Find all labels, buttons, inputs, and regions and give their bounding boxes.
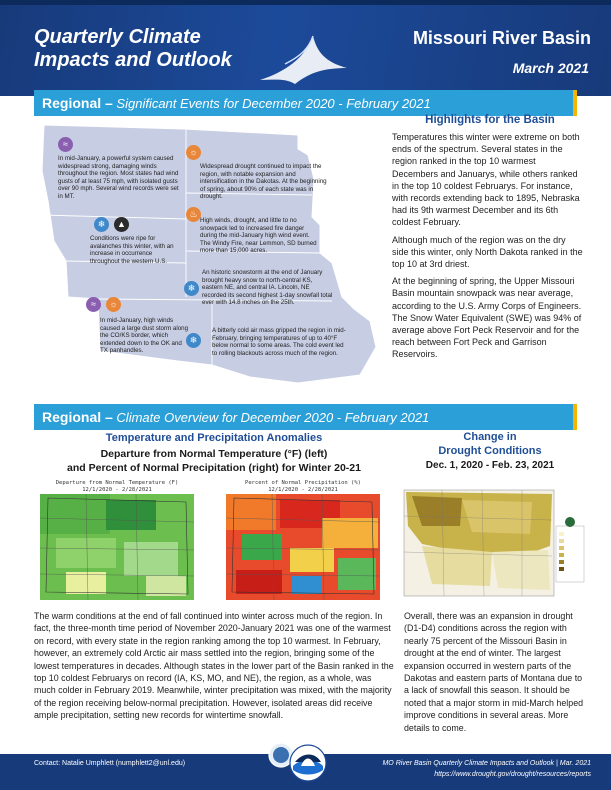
contact-info: Contact: Natalie Umphlett (numphlett2@unl.edu) [34, 760, 186, 767]
section-sublabel: Climate Overview for December 2020 - February 2021 [116, 410, 430, 425]
section-bar-climate-overview [34, 404, 577, 430]
precipitation-map-label-line: 12/1/2020 - 2/28/2021 [268, 487, 338, 493]
dust-icon: ≈ [86, 297, 101, 312]
snowstorm-icon: ❄ [184, 281, 199, 296]
snowflake-icon: ❄ [94, 217, 109, 232]
reports-link[interactable]: https://www.drought.gov/drought/resources/reports [434, 771, 591, 778]
drought-icon: ☼ [186, 145, 201, 160]
drought-date-range: Dec. 1, 2020 - Feb. 23, 2021 [425, 460, 555, 471]
precipitation-map-graphic [222, 478, 384, 602]
avalanche-icon: ▲ [114, 217, 129, 232]
fire-icon: ♨ [186, 207, 201, 222]
section-label: Regional – [42, 95, 113, 111]
temperature-map-label-line: 12/1/2020 - 2/28/2021 [82, 487, 152, 493]
event-note-wind: In mid-January, a powerful system caused widespread strong, damaging winds throughout the region. Most states had wind gusts of at least 75 mph, with isolated gusts over 90 mph. Several wind records were set in MT. [58, 155, 179, 200]
event-note-avalanche: Conditions were ripe for avalanches this winter, with an increase in occurrence throughout the western U.S. [90, 235, 174, 265]
page-header [0, 0, 611, 96]
temperature-anomaly-map [36, 478, 198, 602]
precipitation-map-label [222, 480, 384, 494]
header-stripe [0, 0, 611, 5]
highlights-title: Highlights for the Basin [425, 114, 555, 126]
drought-title [400, 430, 580, 458]
dust-storm-icon: ☼ [106, 297, 121, 312]
drought-paragraph: Overall, there was an expansion in drought (D1-D4) conditions across the region with nearly 75 percent of the Missouri Basin in drought at the end of winter. The largest expansion occurred in western parts of the Dakotas and eastern parts of Montana due to a lack of snowfall this season. It should be noted that a major storm in mid-March helped improve conditions in several areas. More details to come. [404, 611, 584, 733]
highlights-body [392, 131, 584, 366]
noaa-logo-icon [289, 744, 327, 782]
drought-change-map [402, 486, 586, 602]
event-note-dust: In mid-January, high winds caused a large dust storm along the CO/KS border, which extended down to the OK and TX panhandles. [100, 317, 189, 355]
section-label: Regional – [42, 409, 113, 425]
anomalies-subtitle [34, 447, 394, 475]
temperature-map-label-line: Departure from Normal Temperature (F) [55, 480, 179, 486]
section-sublabel: Significant Events for December 2020 - February 2021 [116, 96, 431, 111]
temperature-map-graphic [36, 478, 198, 602]
precipitation-map-label-line: Percent of Normal Precipitation (%) [245, 480, 361, 486]
event-note-drought: Widespread drought continued to impact the region, with notable expansion and intensification in the Dakotas. At the beginning of spring, about 90% of each state was in drought. [200, 163, 327, 201]
publication-info: MO River Basin Quarterly Climate Impacts and Outlook | Mar. 2021 [382, 760, 591, 767]
significant-events-map [36, 121, 384, 393]
drought-title-line: Change in [463, 431, 517, 443]
thermometer-icon: ❄ [186, 333, 201, 348]
highlights-paragraph: At the beginning of spring, the Upper Missouri Basin mountain snowpack was near average, according to the U.S. Army Corps of Engineers. The Snow Water Equivalent (SWE) was 94% of average above Fort Peck Reservoir and for the reach between Fort Peck and Garrison Reservoirs. [392, 276, 582, 360]
newsletter-title: Quarterly Climate Impacts and Outlook [34, 26, 232, 71]
event-note-fire: High winds, drought, and little to no snowpack led to increased fire danger during the mid-January high wind event. The Windy Fire, near Lemmon, SD burned more than 15,000 acres. [200, 217, 317, 255]
climate-overview-paragraph: The warm conditions at the end of fall continued into winter across much of the region. In fact, the three-month time period of November 2020-January 2021 was one of the warmest on record, with every state in the region ranking among the top 10 warmest. In February, however, an extremely cold Arctic air mass settled into the region, bringing some of the lowest temperatures in decades. Although states in the lower part of the Basin ranked in the top 10 coldest Februarys on record (IA, KS, MO, and NE), the region, as a whole, was much colder in February 2019. Meanwhile, winter precipitation was mixed, with the majority of the region receiving below-normal precipitation. However, isolated areas did receive ample precipitation, setting new records for wintertime snowfall. [34, 611, 394, 721]
anomalies-subtitle-line: and Percent of Normal Precipitation (right) for Winter 20-21 [67, 462, 361, 474]
temperature-map-label [36, 480, 198, 494]
event-note-snowstorm: An historic snowstorm at the end of January brought heavy snow to north-central KS, eastern NE, and central IA. Lincoln, NE recorded its second highest 1-day snowfall total ever with 14.8 inches on the 25th. [202, 269, 333, 307]
precipitation-anomaly-map [222, 478, 384, 602]
bird-logo-icon [255, 28, 365, 88]
issue-date: March 2021 [512, 60, 589, 76]
wind-icon: ≈ [58, 137, 73, 152]
anomalies-subtitle-line: Departure from Normal Temperature (°F) (left) [100, 448, 328, 460]
highlights-paragraph: Although much of the region was on the dry side this winter, only North Dakota ranked in the top 10 at 3rd driest. [392, 234, 583, 270]
anomalies-title: Temperature and Precipitation Anomalies [105, 432, 323, 444]
highlights-paragraph: Temperatures this winter were extreme on both ends of the spectrum. Several states in the region ranked in the top 10 warmest Decembers and Januarys, while others ranked in the top 10 coldest Februarys. For instance, with records extending back to 1895, Nebraska had its 9th warmest December and its 6th coldest February. [392, 132, 580, 228]
drought-title-line: Drought Conditions [438, 445, 542, 457]
section-bar-significant-events [34, 90, 577, 116]
basin-name: Missouri River Basin [412, 28, 591, 48]
event-note-cold: A bitterly cold air mass gripped the region in mid-February, bringing temperatures of up to 40°F below normal to some areas. The cold event led to rolling blackouts across much of the region. [212, 327, 346, 357]
